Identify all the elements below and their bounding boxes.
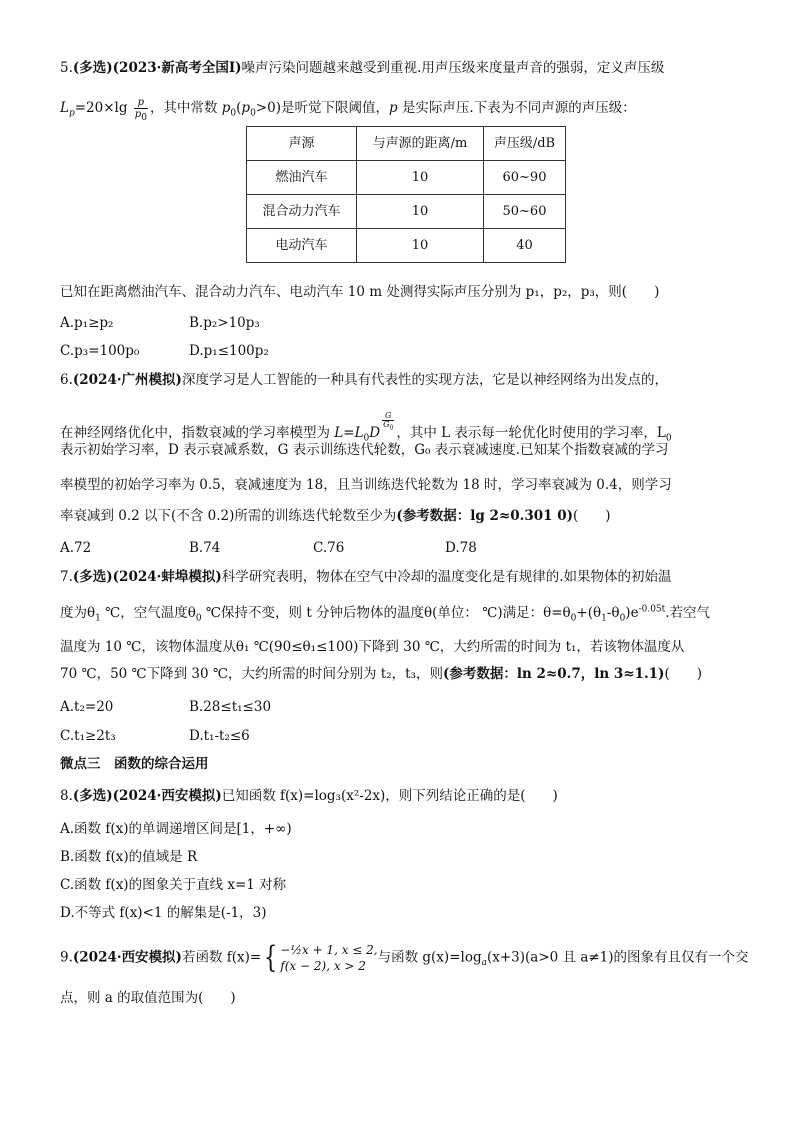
q7-text-c: ℃保持不变，则 t 分钟后物体的温度θ(单位： ℃)满足：θ=θ bbox=[201, 605, 571, 621]
fraction-numerator: p bbox=[134, 97, 148, 109]
q8-option-c: C.函数 f(x)的图象关于直线 x=1 对称 bbox=[60, 877, 287, 893]
exponent-denominator-subscript: 0 bbox=[389, 424, 394, 432]
q5-option-c: C.p₃=100p₀ bbox=[60, 343, 140, 359]
q9-text-c: (x+3)(a>0 且 a≠1)的图象有且仅有一个交 bbox=[486, 949, 749, 966]
q5-option-b: B.p₂>10p₃ bbox=[189, 315, 260, 331]
table-cell: 10 bbox=[357, 195, 484, 229]
q9-text-b: 与函数 g(x)=log bbox=[377, 949, 482, 966]
piecewise-cases bbox=[280, 942, 377, 974]
q8-option-a: A.函数 f(x)的单调递增区间是[1，+∞) bbox=[60, 821, 292, 837]
table-cell: 10 bbox=[357, 229, 484, 263]
table-cell: 40 bbox=[484, 229, 566, 263]
q5-text-d: 是实际声压.下表为不同声源的声压级： bbox=[397, 100, 636, 116]
q6-line-4: 率模型的初始学习率为 0.5，衰减速度为 18，且当训练迭代轮数为 18 时，学习率衰减为 0.4，则学习 bbox=[60, 477, 672, 493]
q7-text-b: ℃，空气温度θ bbox=[100, 605, 196, 621]
p-over-p0-fraction bbox=[134, 97, 148, 123]
q7-line-2 bbox=[60, 604, 711, 624]
formula-equals: = bbox=[343, 425, 355, 441]
q7-text-g: .若空气 bbox=[665, 605, 711, 621]
q5-option-a: A.p₁≥p₂ bbox=[60, 315, 114, 331]
q5-text-b: ( bbox=[236, 100, 242, 116]
q9-source-tag: (2024·西安模拟) bbox=[72, 949, 182, 966]
table-header-cell: 与声源的距离/m bbox=[357, 127, 484, 161]
formula-l0: L bbox=[354, 425, 364, 441]
q5-text: 噪声污染问题越来越受到重视.用声压级来度量声音的强弱，定义声压级 bbox=[241, 60, 665, 76]
q5-source-tag: (多选)(2023·新高考全国Ⅰ) bbox=[72, 60, 242, 76]
table-row bbox=[247, 195, 566, 229]
q7-source-tag: (多选)(2024·蚌埠模拟) bbox=[72, 569, 222, 585]
fraction-denominator: p bbox=[134, 109, 142, 120]
q6-line-2 bbox=[60, 411, 672, 444]
q5-option-d: D.p₁≤100p₂ bbox=[189, 343, 269, 359]
q8-source-tag: (多选)(2024·西安模拟) bbox=[72, 788, 222, 804]
q6-option-c: C.76 bbox=[313, 540, 345, 556]
q7-sub-c: 0 bbox=[570, 613, 577, 624]
q7-sub-b: 0 bbox=[195, 613, 202, 624]
p0-subscript: 0 bbox=[230, 108, 237, 119]
p-symbol: p bbox=[388, 100, 398, 116]
q7-text-f: )e bbox=[625, 605, 639, 621]
q8-option-b: B.函数 f(x)的值域是 R bbox=[60, 849, 198, 865]
q7-text: 科学研究表明，物体在空气中冷却的温度变化是有规律的.如果物体的初始温 bbox=[221, 569, 672, 585]
exponent-denominator: G bbox=[383, 420, 390, 429]
lp-subscript: p bbox=[68, 108, 75, 119]
q7-option-b: B.28≤t₁≤30 bbox=[189, 699, 272, 715]
q7-text-e: -θ bbox=[606, 605, 620, 621]
table-header-cell: 声源 bbox=[247, 127, 357, 161]
q9-number: 9. bbox=[60, 949, 73, 966]
q7-text-4a: 70 ℃，50 ℃下降到 30 ℃，大约所需的时间分别为 t₂，t₃，则 bbox=[60, 666, 443, 682]
q7-text-a: 度为θ bbox=[60, 605, 96, 621]
q6-option-a: A.72 bbox=[60, 540, 92, 556]
q6-text-a: 在神经网络优化中，指数衰减的学习率模型为 bbox=[60, 425, 335, 441]
q7-option-d: D.t₁-t₂≤6 bbox=[189, 728, 250, 744]
q7-line-1 bbox=[60, 571, 672, 585]
table-row bbox=[247, 161, 566, 195]
formula-d: D bbox=[369, 425, 381, 441]
lp-equation: =20×lg bbox=[74, 100, 132, 116]
q8-line-1 bbox=[60, 790, 558, 804]
sound-source-table bbox=[246, 126, 566, 263]
q7-sub-d: 1 bbox=[601, 613, 607, 624]
formula-l: L bbox=[334, 425, 344, 441]
table-cell: 燃油汽车 bbox=[247, 161, 357, 195]
q6-option-b: B.74 bbox=[189, 540, 221, 556]
q5-number: 5. bbox=[60, 60, 73, 76]
q6-line-3: 表示初始学习率，D 表示衰减系数，G 表示训练迭代轮数，G₀ 表示衰减速度.已知某个指数衰减的学习 bbox=[60, 442, 669, 458]
q6-text-b-subscript: 0 bbox=[665, 433, 672, 444]
table-row bbox=[247, 229, 566, 263]
q5-stem: 已知在距离燃油汽车、混合动力汽车、电动汽车 10 m 处测得实际声压分别为 p₁，p₂，p₃，则( ) bbox=[60, 284, 660, 300]
q5-text-c: >0)是听觉下限阈值， bbox=[255, 100, 389, 116]
q8-number: 8. bbox=[60, 788, 73, 804]
exponent-fraction bbox=[382, 411, 394, 432]
table-cell: 混合动力汽车 bbox=[247, 195, 357, 229]
q8-option-d: D.不等式 f(x)<1 的解集是(-1，3) bbox=[60, 905, 267, 921]
table-cell: 50~60 bbox=[484, 195, 566, 229]
q7-number: 7. bbox=[60, 569, 73, 585]
lp-symbol: L bbox=[60, 100, 69, 116]
p0-symbol-2: p bbox=[241, 100, 251, 116]
table-cell: 10 bbox=[357, 161, 484, 195]
q6-number: 6. bbox=[60, 372, 73, 388]
table-cell: 60~90 bbox=[484, 161, 566, 195]
section-heading: 微点三 函数的综合运用 bbox=[60, 756, 209, 772]
table-header-cell: 声压级/dB bbox=[484, 127, 566, 161]
q6-text: 深度学习是人工智能的一种具有代表性的实现方法，它是以神经网络为出发点的， bbox=[181, 372, 668, 388]
table-header-row bbox=[247, 127, 566, 161]
q6-line-5 bbox=[60, 510, 611, 524]
fraction-denominator-subscript: 0 bbox=[141, 113, 147, 123]
q5-line-2 bbox=[60, 97, 636, 123]
q6-text-b: ，其中 L 表示每一轮优化时使用的学习率，L bbox=[396, 425, 666, 441]
q9-line-1 bbox=[60, 942, 749, 974]
q7-option-c: C.t₁≥2t₃ bbox=[60, 728, 116, 744]
q8-text: 已知函数 f(x)=log₃(x²-2x)，则下列结论正确的是( ) bbox=[221, 788, 558, 804]
q6-option-d: D.78 bbox=[445, 540, 477, 556]
piecewise-case-1: −½x + 1, x ≤ 2, bbox=[280, 943, 378, 957]
p0-subscript-2: 0 bbox=[250, 108, 256, 119]
q7-text-d: +(θ bbox=[576, 605, 602, 621]
q7-line-3: 温度为 10 ℃，该物体温度从θ₁ ℃(90≤θ₁≤100)下降到 30 ℃，大约所需的时间为 t₁，若该物体温度从 bbox=[60, 639, 685, 655]
q6-reference-data: (参考数据：lg 2≈0.301 0) bbox=[396, 508, 573, 524]
q5-text-a: ，其中常数 bbox=[149, 100, 222, 116]
q6-line-1 bbox=[60, 374, 668, 388]
q7-answer-blank: ( ) bbox=[664, 666, 702, 682]
q5-line-1 bbox=[60, 62, 664, 76]
exponent-numerator: G bbox=[382, 412, 394, 421]
q6-text-5a: 率衰减到 0.2 以下(不含 0.2)所需的训练迭代轮数至少为 bbox=[60, 508, 397, 524]
q9-line-2: 点，则 a 的取值范围为( ) bbox=[60, 990, 236, 1006]
q7-reference-data: (参考数据：ln 2≈0.7，ln 3≈1.1) bbox=[442, 666, 665, 682]
q7-option-a: A.t₂=20 bbox=[60, 699, 114, 715]
piecewise-brace: { bbox=[264, 940, 278, 975]
q9-log-base: a bbox=[481, 958, 487, 969]
table-cell: 电动汽车 bbox=[247, 229, 357, 263]
q9-text-a: 若函数 f(x)= bbox=[181, 949, 262, 966]
q7-sub-e: 0 bbox=[619, 613, 626, 624]
q7-sub-a: 1 bbox=[95, 613, 101, 624]
q6-source-tag: (2024·广州模拟) bbox=[72, 372, 182, 388]
q6-answer-blank: ( ) bbox=[572, 508, 611, 524]
piecewise-case-2: f(x − 2), x > 2 bbox=[280, 959, 366, 973]
q7-exponent: -0.05t bbox=[638, 604, 666, 615]
p0-symbol: p bbox=[221, 100, 231, 116]
formula-l0-subscript: 0 bbox=[363, 433, 370, 444]
q7-line-4 bbox=[60, 668, 702, 682]
